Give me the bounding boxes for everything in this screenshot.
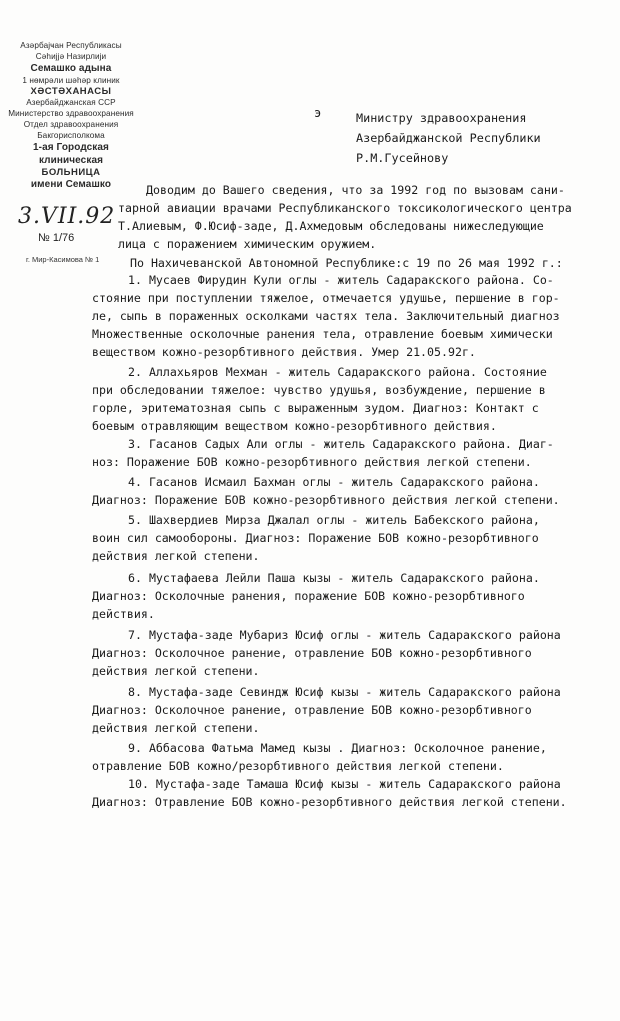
body-line: действия легкой степени. xyxy=(92,664,260,678)
body-line: отравление БОВ кожно/резорбтивного действия легкой степени. xyxy=(92,759,504,773)
body-line: при обследовании тяжелое: чувство удушья, возбуждение, першение в xyxy=(92,383,546,397)
body-line: Диагноз: Осколочное ранение, отравление БОВ кожно-резорбтивного xyxy=(92,703,532,717)
body-line: 4. Гасанов Исмаил Бахман оглы - житель Садаракского района. xyxy=(128,475,540,489)
addressee-line: Азербайджанской Республики xyxy=(356,131,541,145)
stamp-line: 1-ая Городская xyxy=(32,142,109,153)
hospital-stamp xyxy=(6,40,136,191)
body-line: Диагноз: Осколочное ранение, отравление БОВ кожно-резорбтивного xyxy=(92,646,532,660)
body-line: 9. Аббасова Фатьма Мамед кызы . Диагноз: Осколочное ранение, xyxy=(128,741,547,755)
stamp-line: клиническая xyxy=(38,155,104,166)
body-line: 8. Мустафа-заде Севиндж Юсиф кызы - житель Садаракского района xyxy=(128,685,561,699)
body-line: боевым отравляющим веществом кожно-резорбтивного действия. xyxy=(92,419,497,433)
body-line: 5. Шахвердиев Мирза Джалал оглы - житель Бабекского района, xyxy=(128,513,540,527)
stamp-line: Сәһијјә Назирлији xyxy=(35,52,107,61)
body-line: 3. Гасанов Садых Али оглы - житель Садаракского района. Диаг- xyxy=(128,437,554,451)
stamp-line: Отдел здравоохранения xyxy=(23,120,119,129)
body-line: веществом кожно-резорбтивного действия. Умер 21.05.92г. xyxy=(92,345,476,359)
stamp-line: Азербайджанская ССР xyxy=(26,98,116,107)
stamp-line: Министерство здравоохранения xyxy=(8,109,134,118)
header-mark: э xyxy=(314,106,322,120)
body-line: 1. Мусаев Фирудин Кули оглы - житель Садаракского района. Со- xyxy=(128,273,554,287)
body-line: 2. Аллахьяров Мехман - житель Садаракского района. Состояние xyxy=(128,365,547,379)
stamp-line: имени Семашко xyxy=(30,179,112,190)
handwritten-date: 3.VII.92 xyxy=(18,204,116,229)
body-line: действия легкой степени. xyxy=(92,721,260,735)
addressee-line: Министру здравоохранения xyxy=(356,111,527,125)
body-line: Множественные осколочные ранения тела, отравление боевым химически xyxy=(92,327,553,341)
body-line: воин сил самообороны. Диагноз: Поражение БОВ кожно-резорбтивного xyxy=(92,531,539,545)
body-line: лица с поражением химическим оружием. xyxy=(118,237,377,251)
body-line: Диагноз: Осколочные ранения, поражение БОВ кожно-резорбтивного xyxy=(92,589,525,603)
body-line: Диагноз: Отравление БОВ кожно-резорбтивного действия легкой степени. xyxy=(92,795,567,809)
body-line: действия легкой степени. xyxy=(92,549,260,563)
body-line: 7. Мустафа-заде Мубариз Юсиф оглы - житель Садаракского района xyxy=(128,628,561,642)
stamp-line: Азәрбајҹан Республикасы xyxy=(20,41,122,50)
addressee-line: Р.М.Гусейнову xyxy=(356,151,449,165)
body-line: ноз: Поражение БОВ кожно-резорбтивного действия легкой степени. xyxy=(92,455,532,469)
body-line: тарной авиации врачами Республиканского токсикологического центра xyxy=(118,201,572,215)
addressee-block xyxy=(356,108,541,168)
stamp-footer: г. Мир-Касимова № 1 xyxy=(26,255,100,264)
body-line: горле, эритематозная сыпь с выраженным зудом. Диагноз: Контакт с xyxy=(92,401,539,415)
body-line: действия. xyxy=(92,607,155,621)
body-line: 6. Мустафаева Лейли Паша кызы - житель Садаракского района. xyxy=(128,571,540,585)
body-line: Т.Алиевым, Ф.Юсиф-заде, Д.Ахмедовым обследованы нижеследующие xyxy=(118,219,544,233)
body-line: 10. Мустафа-заде Тамаша Юсиф кызы - житель Садаракского района xyxy=(128,777,561,791)
stamp-line: Бакгорисполкома xyxy=(37,131,105,140)
stamp-line: Семашко адына xyxy=(30,63,112,74)
stamp-line: ХӘСТӘХАНАСЫ xyxy=(30,86,112,97)
stamp-line: 1 нөмрәли шәһәр клиник xyxy=(22,76,120,85)
body-line: ле, сыпь в пораженных осколками частях тела. Заключительный диагноз xyxy=(92,309,560,323)
body-line: Доводим до Вашего сведения, что за 1992 год по вызовам сани- xyxy=(146,183,565,197)
body-line: стояние при поступлении тяжелое, отмечается удушье, першение в гор- xyxy=(92,291,560,305)
registration-number: № 1/76 xyxy=(38,232,75,244)
body-line: Диагноз: Поражение БОВ кожно-резорбтивного действия легкой степени. xyxy=(92,493,560,507)
body-line: По Нахичеванской Автономной Республике:с 19 по 26 мая 1992 г.: xyxy=(130,256,563,270)
stamp-line: БОЛЬНИЦА xyxy=(41,167,101,178)
